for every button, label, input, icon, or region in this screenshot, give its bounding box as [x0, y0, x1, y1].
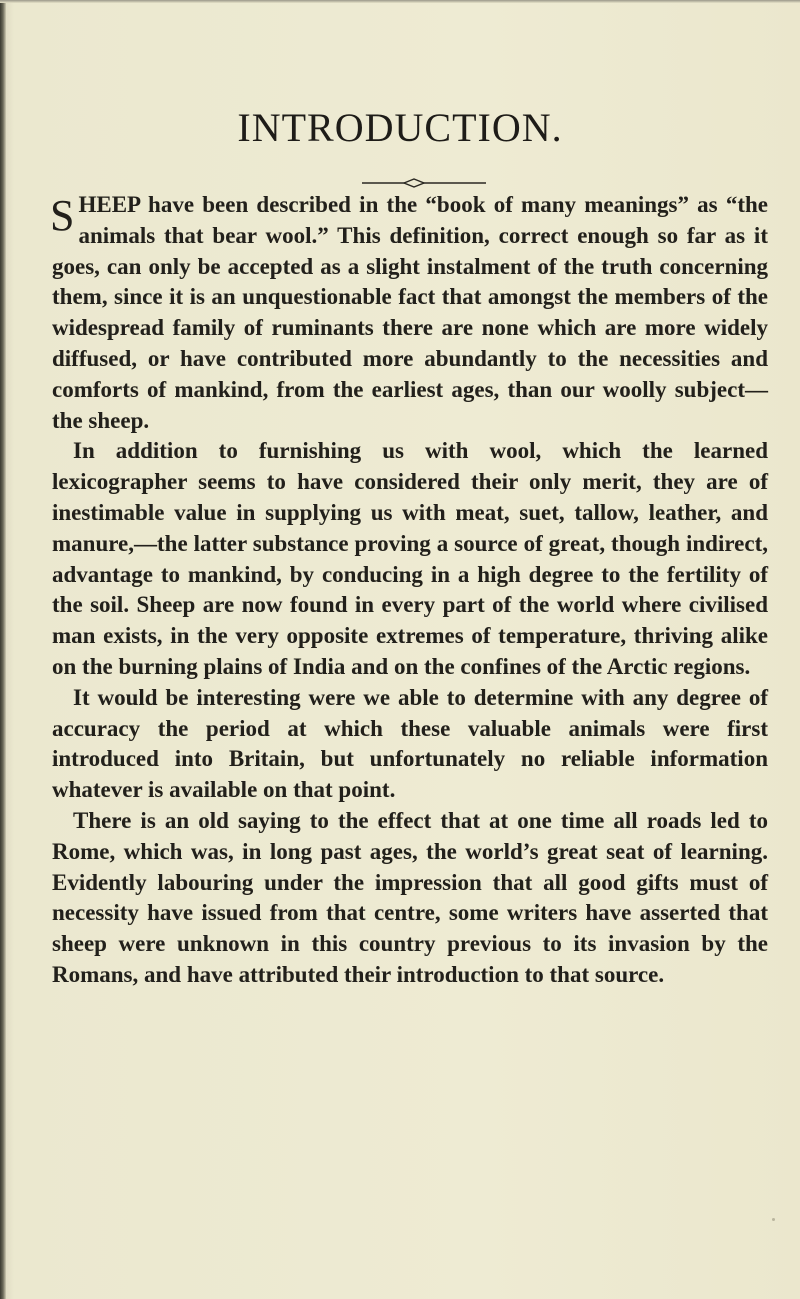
page-top-edge	[0, 0, 800, 3]
chapter-title: INTRODUCTION.	[237, 105, 563, 150]
paper-spot	[772, 1218, 775, 1221]
body-text	[52, 190, 768, 991]
drop-cap: S	[50, 191, 75, 240]
paragraph-3: It would be interesting were we able to determine with any degree of accuracy the period at which these valuable animals were first introduced into Britain, but unfortunately no reliable information whatever is available on that point.	[52, 684, 768, 803]
page-binding-edge	[0, 0, 6, 1299]
paragraph-4: There is an old saying to the effect that at one time all roads led to Rome, which was, in long past ages, the world’s great seat of learning. Evidently labouring under the impression that all good gifts must of necessity have issued from that centre, some writers have asserted that sheep were unknown in this country previous to its invasion by the Romans, and have attributed their introduction to that source.	[52, 807, 768, 987]
title-ornament	[362, 178, 486, 188]
paragraph-1-text: HEEP have been described in the “book of many meanings” as “the animals that bear wool.” This definition, correct enough so far as it goes, can only be accepted as a slight instalment of the truth concerning them, since it is an unquestionable fact that amongst the members of the widespread family of ruminants there are none which are more widely diffused, or have contributed more abundantly to the necessities and comforts of mankind, from the earliest ages, than our woolly subject—the sheep.	[52, 192, 768, 433]
paragraph-2: In addition to furnishing us with wool, which the learned lexicographer seems to have considered their only merit, they are of inestimable value in supplying us with meat, suet, tallow, leather, and manure,—the latter substance proving a source of great, though indirect, advantage to mankind, by conducing in a high degree to the fertility of the soil. Sheep are now found in every part of the world where civilised man exists, in the very opposite extremes of temperature, thriving alike on the burning plains of India and on the confines of the Arctic regions.	[52, 438, 768, 679]
paragraph-1	[52, 190, 768, 436]
